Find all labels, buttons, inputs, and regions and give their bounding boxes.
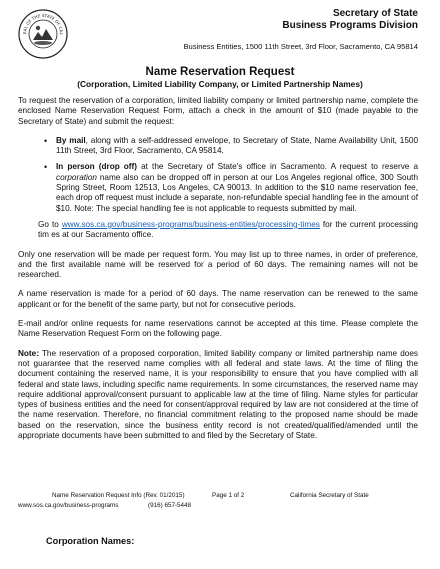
footer-page-number: Page 1 of 2 bbox=[212, 492, 245, 499]
one-reservation-paragraph: Only one reservation will be made per request form. You may list up to three names, in order of preference, and the first available name will be reserved for a period of 60 days. The remaining names will not be researched. bbox=[18, 249, 418, 280]
option-label: In person (drop off) bbox=[56, 162, 137, 172]
page-subtitle: (Corporation, Limited Liability Company, or Limited Partnership Names) bbox=[77, 79, 363, 89]
footer-organization: California Secretary of State bbox=[290, 492, 369, 499]
office-address: Business Entities, 1500 11th Street, 3rd Floor, Sacramento, CA 95814 bbox=[183, 42, 418, 51]
footer-website[interactable]: www.sos.ca.gov/business-programs bbox=[18, 502, 119, 509]
note-label: Note: bbox=[18, 348, 39, 358]
agency-header bbox=[282, 8, 418, 32]
footer-phone: (916) 657-5448 bbox=[148, 502, 192, 509]
agency-name: Secretary of State bbox=[332, 8, 418, 19]
email-paragraph: E-mail and/or online requests for name reservations cannot be accepted at this time. Please complete the Name Reservation Request Form on the following page. bbox=[18, 319, 418, 339]
note-text: The reservation of a proposed corporation, limited liability company or limited partnership name does not guarantee that the reserved name complies with all federal and state laws. At the time of filing the document containing the reserved name, it is your responsibility to ensure that you have complied with all federal and state laws, including specific name requirements. In some circumstances, the reserved name may require additional approval/consent pursuant to applicable law at the time of filing. Name styles for particular types of business entities and the need for consent/approval required by law are not considered at the time of the name reservation. Therefore, no financial commitment relating to the proposed name should be made based on the reservation, since the business entity record is not created/qualified/amended until the appropriate documents have been submitted to and filed by the Secretary of State. bbox=[18, 348, 418, 441]
processing-suffix: for the current processing tim es at our Sacramento office. bbox=[38, 219, 418, 240]
division-name: Business Programs Division bbox=[282, 20, 418, 31]
option-text-italic: corporation bbox=[56, 172, 97, 182]
note-paragraph bbox=[18, 349, 418, 442]
option-in-person bbox=[44, 162, 418, 213]
footer-form-id: Name Reservation Request Info (Rev. 01/2015) bbox=[52, 492, 185, 499]
bullet-icon: • bbox=[44, 135, 48, 146]
processing-times-paragraph bbox=[38, 220, 418, 241]
intro-paragraph: To request the reservation of a corporation, limited liability company or limited partnership name, complete the enclosed Name Reservation Request Form, attach a check in the amount of $10 (made payable to the Secretary of State) and submit the request: bbox=[18, 96, 418, 126]
document-body bbox=[18, 96, 418, 450]
renewal-paragraph: A name reservation is made for a period of 60 days. The name reservation can be renewed to the same applicant or for the benefit of the same party, but not for consecutive periods. bbox=[18, 289, 418, 309]
seal-text: EAL OF THE STATE OF CAL bbox=[21, 12, 65, 35]
option-text: , along with a self-addressed envelope, to Secretary of State, Name Availability Unit, 1500 11th Street, 3rd Floor, Sacramento, CA 95814. bbox=[56, 135, 418, 156]
option-text: name also can be dropped off in person at our Los Angeles regional office, 300 South Spring Street, Room 12513, Los Angeles, CA 90013. In addition to the $10 name reservation fee, each drop off request must include a separate, non-refundable special handling fee in the amount of $10. Note: The special handling fee is not applicable to requests submitted by mail. bbox=[56, 172, 418, 213]
processing-prefix: Go to bbox=[38, 219, 62, 229]
processing-times-link[interactable]: www.sos.ca.gov/business-programs/business-entities/processing-times bbox=[61, 219, 320, 229]
option-by-mail bbox=[44, 136, 418, 157]
option-text: at the Secretary of State's office in Sacramento. A request to reserve a bbox=[137, 162, 418, 172]
submission-options bbox=[18, 136, 418, 214]
page-title: Name Reservation Request bbox=[145, 66, 295, 78]
bullet-icon: • bbox=[44, 162, 48, 173]
state-seal-icon bbox=[18, 9, 68, 59]
corporation-names-label: Corporation Names: bbox=[46, 536, 135, 546]
option-label: By mail bbox=[56, 135, 86, 145]
